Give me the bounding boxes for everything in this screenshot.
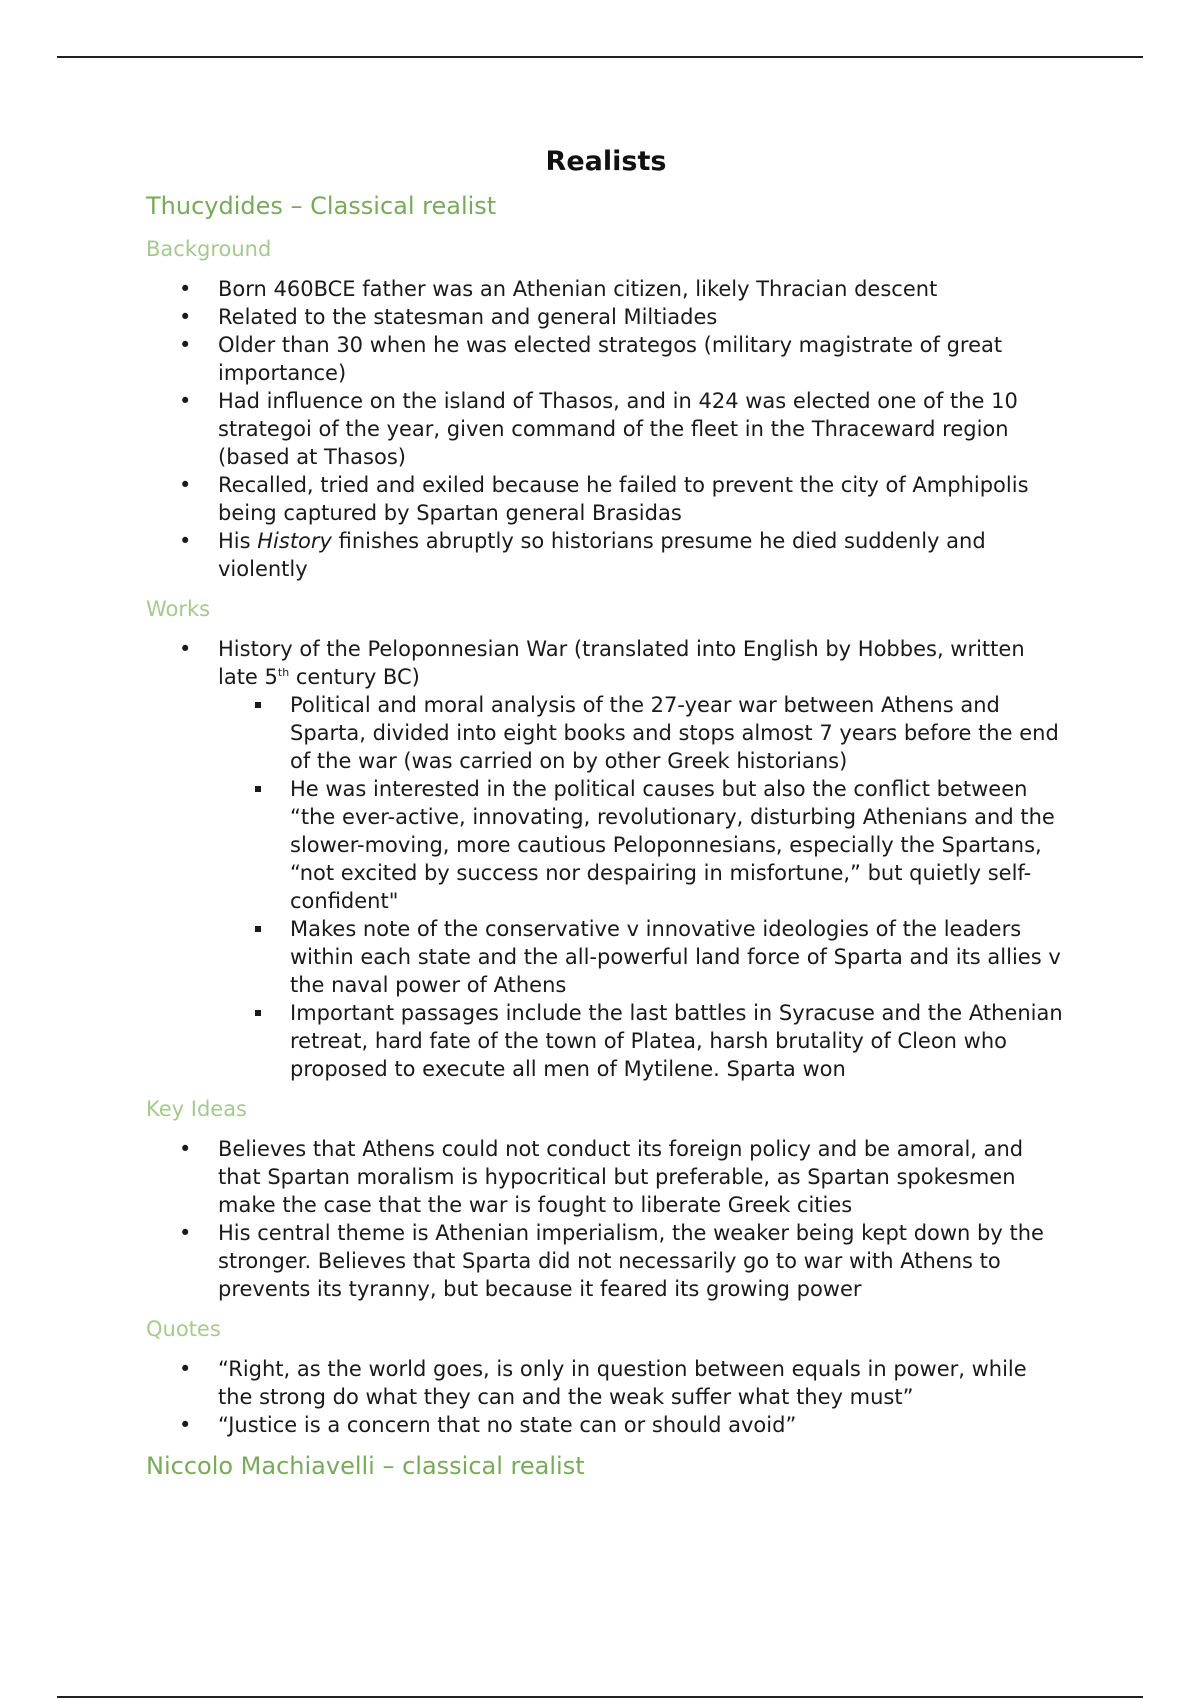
sub-list-item: He was interested in the political causes but also the conflict between “the ever-active, innovating, revolutionary, disturbing Athenians and the slower-moving, more cautious Peloponnesians, especially the Spartans, “not excited by success nor despairing in misfortune,” but quietly self-confident" [218,775,1066,915]
square-bullet-icon [255,702,261,708]
subheading-background: Background [146,237,272,261]
sub-list-item: Important passages include the last battles in Syracuse and the Athenian retreat, hard fate of the town of Platea, harsh brutality of Cleon who proposed to execute all men of Mytilene. Sparta won [218,999,1066,1083]
bullet-icon: • [179,305,192,329]
section-heading-thucydides: Thucydides – Classical realist [146,192,497,220]
sub-list-item: Political and moral analysis of the 27-year war between Athens and Sparta, divided into eight books and stops almost 7 years before the end of the war (was carried on by other Greek historians) [218,691,1066,775]
bullet-icon: • [179,637,192,661]
bottom-rule [57,1696,1143,1698]
bullet-icon: • [179,333,192,357]
list-item: • Believes that Athens could not conduct its foreign policy and be amoral, and that Spartan moralism is hypocritical but preferable, as Spartan spokesmen make the case that the war is fought to liberate Greek cities [179,1137,1024,1217]
list-item: • Born 460BCE father was an Athenian citizen, likely Thracian descent [179,277,938,301]
list-item: • “Right, as the world goes, is only in question between equals in power, while the strong do what they can and the weak suffer what they must” [179,1357,1027,1409]
bullet-icon: • [179,1221,192,1245]
subheading-quotes: Quotes [146,1317,221,1341]
bullet-icon: • [179,1413,192,1437]
quotes-list [146,1355,1066,1439]
subheading-works: Works [146,597,211,621]
background-list [146,275,1066,583]
list-item: • History of the Peloponnesian War (translated into English by Hobbes, written late 5th century BC) Political and moral analysis of the 27-year war between Athens and Sparta, divided into eight books and stops almost 7 years before the end of the war (was carried on by other Greek historians) He was interested in the political causes but also the conflict between “the ever-active, innovating, revolutionary, disturbing Athenians and the slower-moving, more cautious Peloponnesians, especially the Spartans, “not excited by success nor despairing in misfortune,” but quietly self-confident" Makes note of the conservative v innovative ideologies of the leaders within each state and the all-powerful land force of Sparta and its allies v the naval power of Athens Important passages include the last battles in Syracuse and the Athenian retreat, hard fate of the town of Platea, harsh brutality of Cleon who proposed to execute all men of Mytilene. Sparta won [146,635,1066,1083]
list-item: • His History finishes abruptly so historians presume he died suddenly and violently [179,529,986,581]
bullet-icon: • [179,277,192,301]
list-item: • Older than 30 when he was elected strategos (military magistrate of great importance) [179,333,1003,385]
bullet-icon: • [179,1357,192,1381]
bullet-icon: • [179,529,192,553]
bullet-icon: • [179,473,192,497]
document-body [146,145,1066,1495]
key-ideas-list [146,1135,1066,1303]
works-list [146,635,1066,1083]
bullet-icon: • [179,1137,192,1161]
bullet-icon: • [179,389,192,413]
subheading-key-ideas: Key Ideas [146,1097,248,1121]
list-item: • Recalled, tried and exiled because he failed to prevent the city of Amphipolis being captured by Spartan general Brasidas [179,473,1029,525]
list-item: • Had influence on the island of Thasos, and in 424 was elected one of the 10 strategoi of the year, given command of the fleet in the Thraceward region (based at Thasos) [179,389,1018,469]
book-title-history: History [257,529,332,553]
top-rule [57,56,1143,58]
square-bullet-icon [255,926,261,932]
list-item: • “Justice is a concern that no state can or should avoid” [179,1413,797,1437]
square-bullet-icon [255,786,261,792]
sub-list-item: Makes note of the conservative v innovative ideologies of the leaders within each state and the all-powerful land force of Sparta and its allies v the naval power of Athens [218,915,1066,999]
works-sublist [218,691,1066,1083]
square-bullet-icon [255,1010,261,1016]
page-title: Realists [545,146,667,177]
section-heading-machiavelli: Niccolo Machiavelli – classical realist [146,1452,585,1480]
list-item: • Related to the statesman and general Miltiades [179,305,718,329]
list-item: • His central theme is Athenian imperialism, the weaker being kept down by the stronger. Believes that Sparta did not necessarily go to war with Athens to prevents its tyranny, but because it feared its growing power [179,1221,1044,1301]
